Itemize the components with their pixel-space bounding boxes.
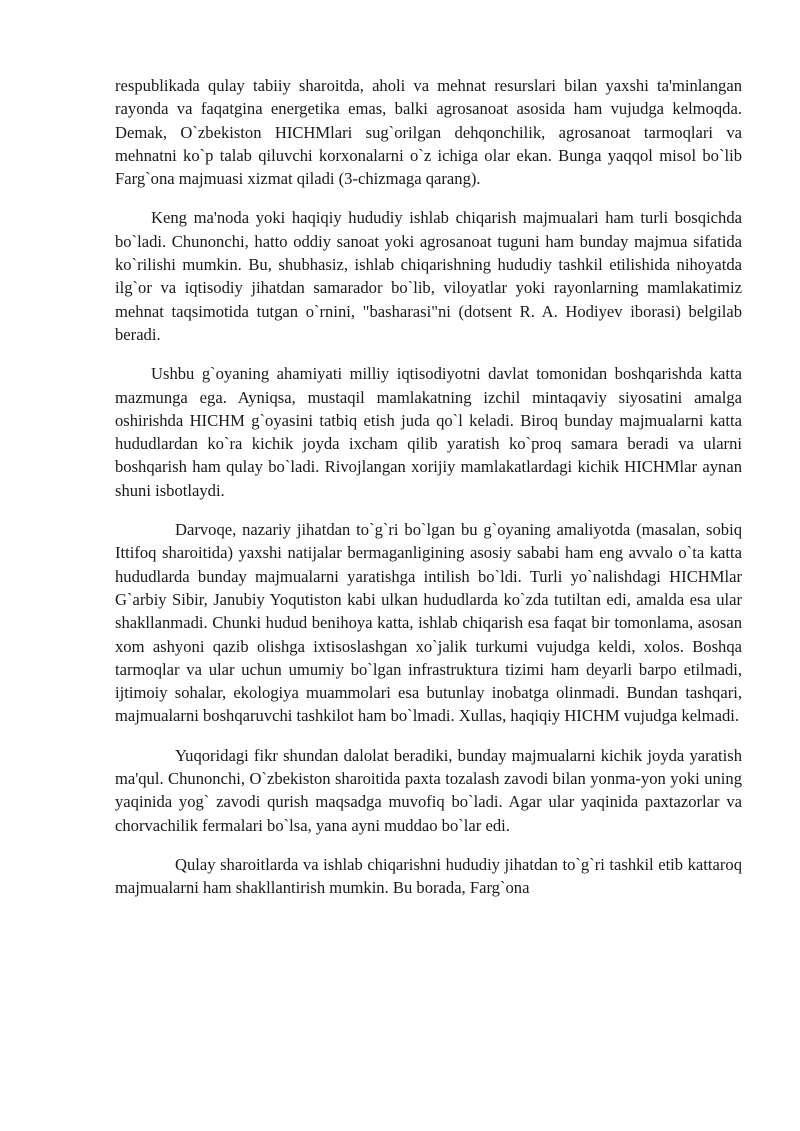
paragraph: Yuqoridagi fikr shundan dalolat beradiki, bunday majmualarni kichik joyda yaratish ma'qul. Chunonchi, O`zbekiston sharoitida paxta tozalash zavodi bilan yonma-yon yoki uning yaqinida yog` zavodi qurish maqsadga muvofiq bo`ladi. Agar ular yaqinida paxtazorlar va chorvachilik fermalari bo`lsa, yana ayni muddao bo`lar edi. xyxy=(115,745,742,835)
paragraph: respublikada qulay tabiiy sharoitda, aholi va mehnat resurslari bilan yaxshi ta'minlangan rayonda va faqatgina energetika emas, balki agrosanoat asosida ham vujudga kelmoqda. Demak, O`zbekiston HICHMlari sug`orilgan dehqonchilik, agrosanoat tarmoqlari va mehnatni ko`p talab qiluvchi korxonalarni o`z ichiga olar ekan. Bunga yaqqol misol bo`lib Farg`ona majmuasi xizmat qiladi (3-chizmaga qarang). xyxy=(115,76,742,189)
paragraph: Qulay sharoitlarda va ishlab chiqarishni hududiy jihatdan to`g`ri tashkil etib kattaroq majmualarni ham shakllantirish mumkin. Bu borada, Farg`ona xyxy=(115,854,742,898)
paragraph: Darvoqe, nazariy jihatdan to`g`ri bo`lgan bu g`oyaning amaliyotda (masalan, sobiq Ittifoq sharoitida) yaxshi natijalar bermaganligining asosiy sababi ham eng avvalo o`ta katta hududlarda bunday majmualarni yaratishga intilish bo`ldi. Turli yo`nalishdagi HICHMlar G`arbiy Sibir, Janubiy Yoqutiston kabi ulkan hududlarda ko`zda tutiltan edi, amalda esa ular shakllanmadi. Chunki hudud benihoya katta, ishlab chiqarish esa faqat bir tomonlama, asosan xom ashyoni qazib olishga ixtisoslashgan xo`jalik turkumi vujudga keldi, xolos. Boshqa tarmoqlar va ular uchun umumiy bo`lgan infrastruktura tizimi ham deyarli barpo etilmadi, ijtimoiy sohalar, ekologiya muammolari esa butunlay inobatga olinmadi. Bundan tashqari, majmualarni boshqaruvchi tashkilot ham bo`lmadi. Xullas, haqiqiy HICHM vujudga kelmadi. xyxy=(115,520,742,726)
paragraph: Ushbu g`oyaning ahamiyati milliy iqtisodiyotni davlat tomonidan boshqarishda katta mazmunga ega. Ayniqsa, mustaqil mamlakatning izchil mintaqaviy siyosatini amalga oshirishda HICHM g`oyasini tatbiq etish juda qo`l keladi. Biroq bunday majmualarni katta hududlardan ko`ra kichik joyda ixcham qilib yaratish ko`proq samara beradi va ularni boshqarish ham qulay bo`ladi. Rivojlangan xorijiy mamlakatlardagi kichik HICHMlar aynan shuni isbotlaydi. xyxy=(115,364,742,500)
paragraph: Keng ma'noda yoki haqiqiy hududiy ishlab chiqarish majmualari ham turli bosqichda bo`ladi. Chunonchi, hatto oddiy sanoat yoki agrosanoat tuguni ham bunday majmua sifatida ko`rilishi mumkin. Bu, shubhasiz, ishlab chiqarishning hududiy tashkil etilishida nihoyatda ilg`or va iqtisodiy jihatdan samarador bo`lib, viloyatlar yoki rayonlarning mamlakatimiz mehnat taqsimotida tutgan o`rnini, "basharasi"ni (dotsent R. A. Hodiyev iborasi) belgilab beradi. xyxy=(115,208,742,344)
body-text xyxy=(115,74,742,900)
